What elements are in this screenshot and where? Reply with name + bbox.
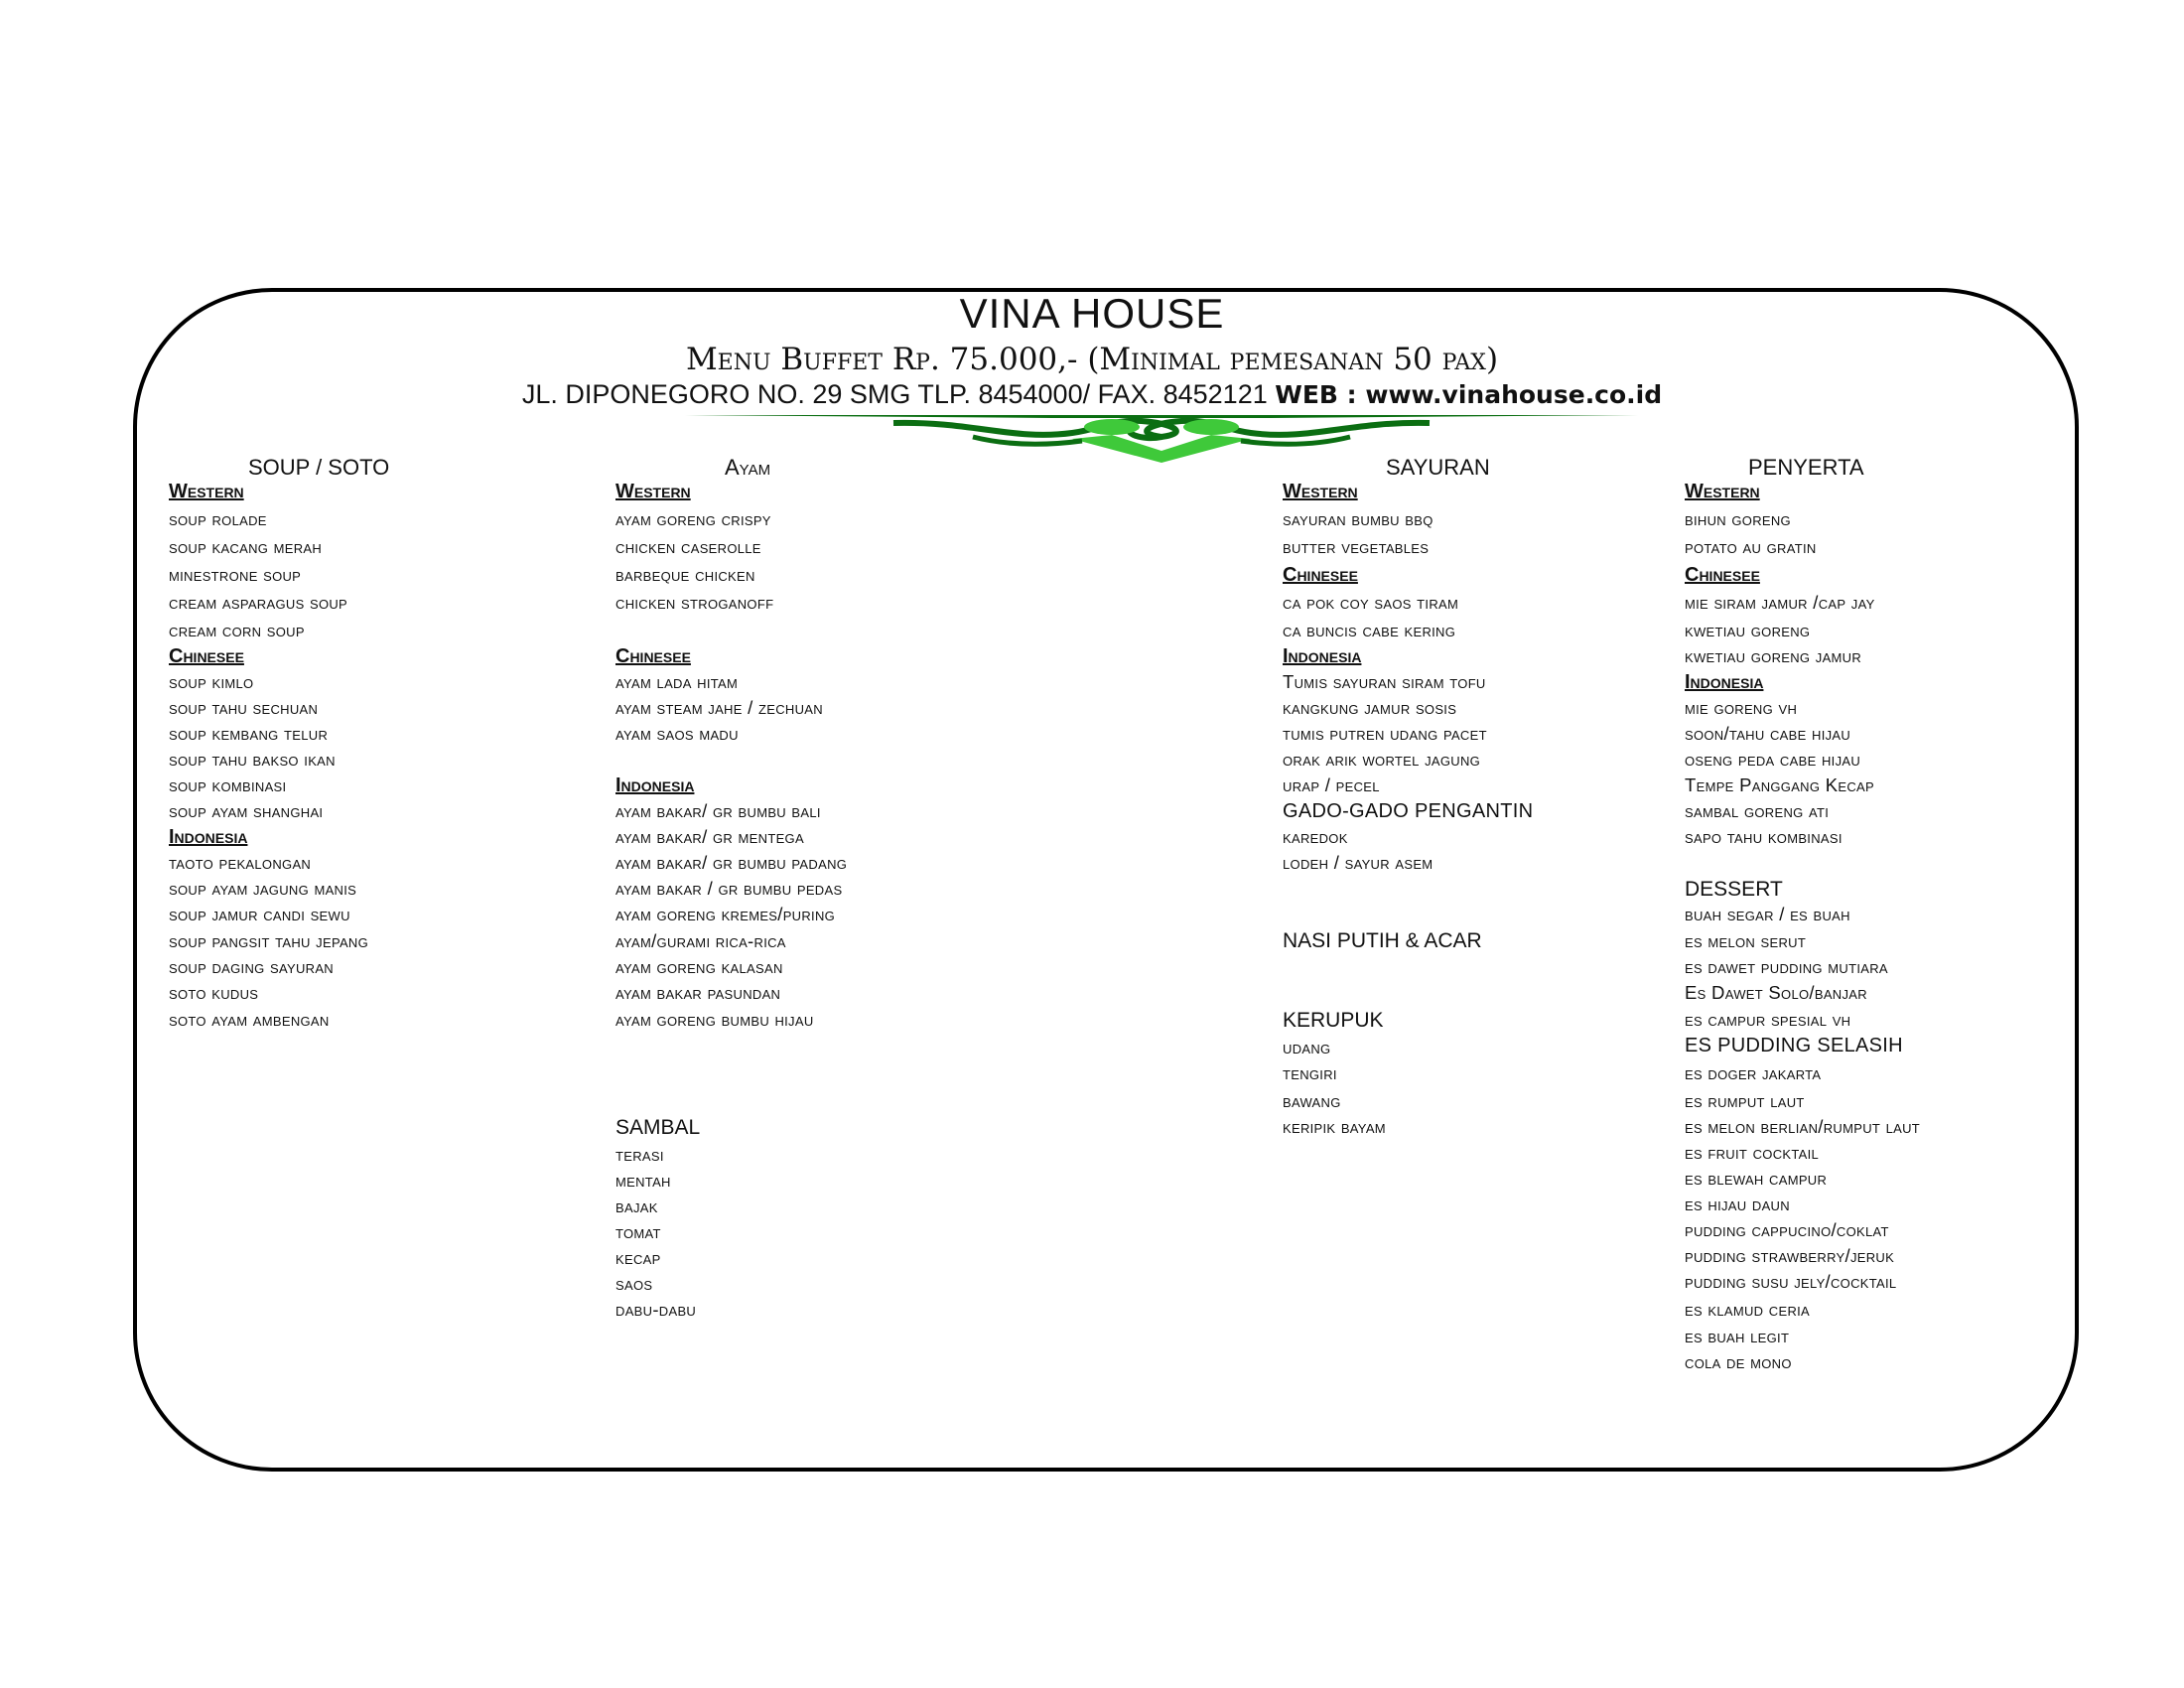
subheading-chinese: Chinesee (1685, 564, 1760, 586)
menu-item: soup kombinasi (169, 774, 287, 795)
menu-item: tengiri (1283, 1062, 1337, 1083)
subheading-chinese: Chinesee (615, 645, 691, 667)
menu-item: ayam bakar/ gr mentega (615, 826, 804, 847)
menu-item: es hijau daun (1685, 1194, 1790, 1214)
menu-item: lodeh / sayur asem (1283, 852, 1433, 873)
menu-item: es buah legit (1685, 1326, 1790, 1346)
buffet-price-subtitle: Menu Buffet Rp. 75.000,- (Minimal pemesanan 50 pax) (685, 342, 1499, 377)
menu-item: soup kimlo (169, 671, 254, 692)
subheading-indonesia: Indonesia (1685, 671, 1764, 693)
menu-item: soup daging sayuran (169, 956, 334, 977)
contact-line (0, 379, 2184, 410)
subheading-western: Western (1283, 481, 1358, 502)
menu-item: Tempe Panggang Kecap (1685, 774, 1874, 795)
menu-item: potato au gratin (1685, 536, 1817, 557)
column-title: Ayam (725, 455, 771, 480)
menu-item: soup jamur candi sewu (169, 904, 350, 924)
nasi-heading: NASI PUTIH & ACAR (1283, 929, 1482, 952)
menu-item: oseng peda cabe hijau (1685, 749, 1861, 770)
menu-item: pudding susu jely/cocktail (1685, 1271, 1897, 1292)
menu-item: ayam bakar/ gr bumbu padang (615, 852, 848, 873)
menu-item: keripik bayam (1283, 1116, 1386, 1137)
menu-item: terasi (615, 1144, 664, 1165)
menu-item: pudding cappucino/coklat (1685, 1219, 1889, 1240)
menu-item: mie siram jamur /cap jay (1685, 592, 1875, 613)
menu-item: cream asparagus soup (169, 592, 348, 613)
menu-item: ayam goreng crispy (615, 508, 771, 529)
menu-item: ayam lada hitam (615, 671, 739, 692)
column-title: PENYERTA (1748, 455, 1864, 480)
menu-item: tomat (615, 1221, 661, 1242)
menu-item: urap / pecel (1283, 774, 1380, 795)
menu-item: ca pok coy saos tiram (1283, 592, 1459, 613)
menu-item: ayam bakar/ gr bumbu bali (615, 800, 821, 821)
menu-item: soup ayam shanghai (169, 800, 324, 821)
menu-item: soto ayam ambengan (169, 1009, 330, 1030)
restaurant-title: VINA HOUSE (959, 290, 1225, 337)
menu-item: buah segar / es buah (1685, 904, 1850, 924)
menu-item: es dawet pudding mutiara (1685, 956, 1888, 977)
menu-item: ayam saos madu (615, 723, 739, 744)
column-title: SOUP / SOTO (248, 455, 390, 480)
menu-item: orak arik wortel jagung (1283, 749, 1481, 770)
menu-item: taoto pekalongan (169, 852, 312, 873)
menu-item: kangkung jamur sosis (1283, 697, 1457, 718)
menu-item: barbeque chicken (615, 564, 755, 585)
menu-item: saos (615, 1273, 653, 1294)
menu-item: chicken caserolle (615, 536, 761, 557)
menu-item: soup pangsit tahu jepang (169, 930, 369, 951)
subheading-indonesia: Indonesia (1283, 645, 1362, 667)
menu-item: ayam bakar pasundan (615, 982, 781, 1003)
address-text: JL. DIPONEGORO NO. 29 SMG TLP. 8454000/ FAX. 8452121 (521, 379, 1268, 409)
menu-item: pudding strawberry/jeruk (1685, 1245, 1895, 1266)
menu-item: soto kudus (169, 982, 259, 1003)
subheading-chinese: Chinesee (169, 645, 244, 667)
menu-item: soup ayam jagung manis (169, 878, 357, 899)
green-ornament-divider (675, 411, 1648, 467)
menu-item: soup kembang telur (169, 723, 329, 744)
menu-item: karedok (1283, 826, 1348, 847)
menu-item: ayam goreng kalasan (615, 956, 783, 977)
menu-item: es klamud ceria (1685, 1299, 1811, 1320)
menu-item: kecap (615, 1247, 661, 1268)
menu-item: sambal goreng ati (1685, 800, 1830, 821)
menu-item: es rumput laut (1685, 1090, 1805, 1111)
menu-item: ayam steam jahe / zechuan (615, 697, 823, 718)
menu-item: soup kacang merah (169, 536, 323, 557)
menu-item: soon/tahu cabe hijau (1685, 723, 1851, 744)
menu-item: ayam bakar / gr bumbu pedas (615, 878, 843, 899)
menu-item: ayam goreng kremes/puring (615, 904, 836, 924)
menu-item: kwetiau goreng jamur (1685, 645, 1862, 666)
menu-item: es campur spesial vh (1685, 1009, 1851, 1030)
subheading-chinese: Chinesee (1283, 564, 1358, 586)
menu-item: cola de mono (1685, 1351, 1792, 1372)
dessert-heading: DESSERT (1685, 878, 1783, 901)
menu-item: udang (1283, 1037, 1331, 1057)
website-text: WEB : www.vinahouse.co.id (1275, 380, 1663, 409)
menu-item: es fruit cocktail (1685, 1142, 1820, 1163)
menu-item: es doger jakarta (1685, 1062, 1822, 1083)
menu-item: soup tahu sechuan (169, 697, 319, 718)
kerupuk-heading: KERUPUK (1283, 1009, 1384, 1032)
menu-item: chicken stroganoff (615, 592, 774, 613)
menu-item: ayam goreng bumbu hijau (615, 1009, 814, 1030)
menu-item: soup tahu bakso ikan (169, 749, 336, 770)
menu-item: ES PUDDING SELASIH (1685, 1035, 1903, 1056)
menu-item: butter vegetables (1283, 536, 1430, 557)
subheading-western: Western (615, 481, 691, 502)
menu-item: dabu-dabu (615, 1299, 697, 1320)
menu-item: bajak (615, 1196, 658, 1216)
menu-item: tumis putren udang pacet (1283, 723, 1487, 744)
menu-item: es melon berlian/rumput laut (1685, 1116, 1920, 1137)
menu-item: sayuran bumbu bbq (1283, 508, 1433, 529)
menu-item: Es Dawet Solo/banjar (1685, 982, 1867, 1003)
menu-item: ca buncis cabe kering (1283, 620, 1456, 640)
menu-item: ayam/gurami rica-rica (615, 930, 786, 951)
menu-item: soup rolade (169, 508, 267, 529)
menu-item: es blewah campur (1685, 1168, 1828, 1189)
menu-item: mentah (615, 1170, 671, 1191)
column-title: SAYURAN (1386, 455, 1490, 480)
menu-item: minestrone soup (169, 564, 302, 585)
subheading-indonesia: Indonesia (169, 826, 248, 848)
subheading-western: Western (1685, 481, 1760, 502)
menu-item: kwetiau goreng (1685, 620, 1811, 640)
menu-item: cream corn soup (169, 620, 305, 640)
menu-item: GADO-GADO PENGANTIN (1283, 800, 1534, 822)
menu-item: Tumis sayuran siram tofu (1283, 671, 1486, 692)
menu-item: mie goreng vh (1685, 697, 1798, 718)
menu-item: bihun goreng (1685, 508, 1791, 529)
menu-item: sapo tahu kombinasi (1685, 826, 1843, 847)
sambal-heading: SAMBAL (615, 1116, 701, 1139)
menu-item: es melon serut (1685, 930, 1807, 951)
subheading-western: Western (169, 481, 244, 502)
menu-item: bawang (1283, 1090, 1341, 1111)
subheading-indonesia: Indonesia (615, 774, 695, 796)
